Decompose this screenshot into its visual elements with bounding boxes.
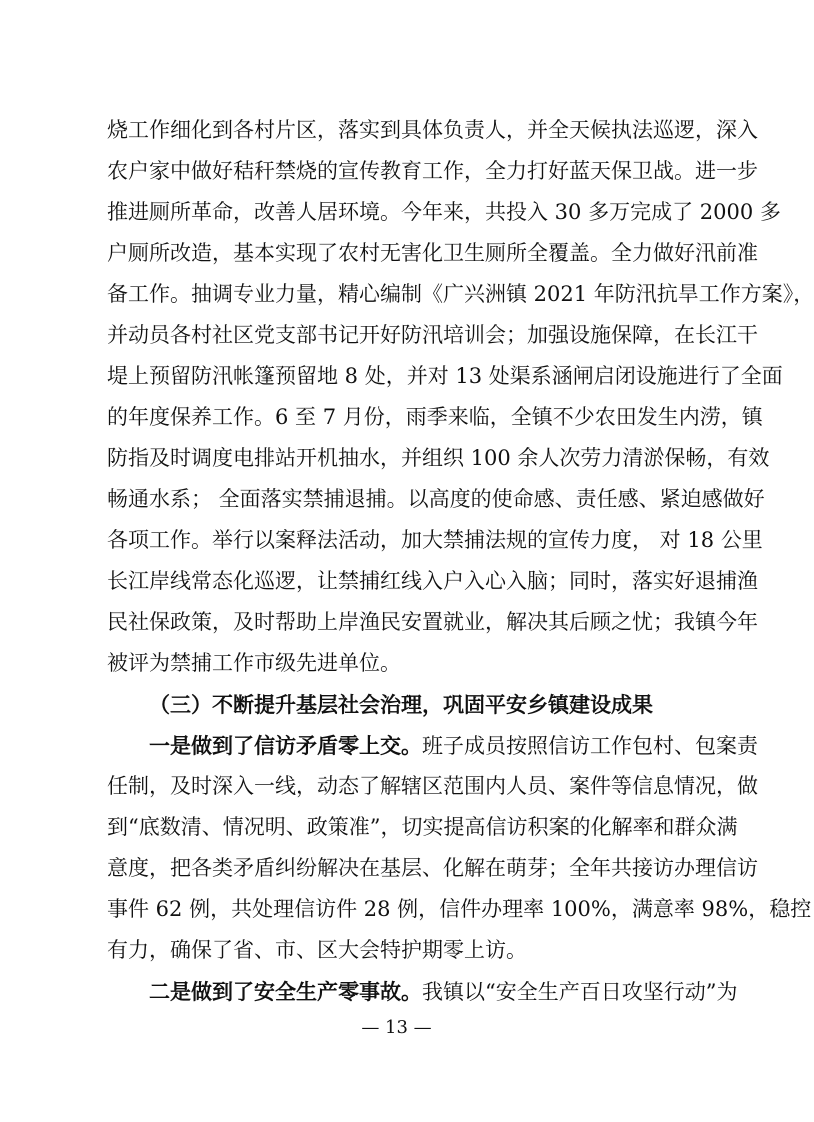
text-line: 堤上预留防汛帐篷预留地 8 处，并对 13 处渠系涵闸启闭设施进行了全面 <box>107 364 783 388</box>
text-line: 备工作。抽调专业力量，精心编制《广兴洲镇 2021 年防汛抗旱工作方案》， <box>107 282 814 306</box>
paragraph-continued <box>107 110 814 684</box>
paragraph-lead: 二是做到了安全生产零事故。 <box>149 979 422 1004</box>
text-line: 烧工作细化到各村片区，落实到具体负责人，并全天候执法巡逻，深入 <box>107 118 758 142</box>
paragraph-petition <box>107 725 812 971</box>
text-line: 民社保政策，及时帮助上岸渔民安置就业，解决其后顾之忧；我镇今年 <box>107 610 758 634</box>
section-heading: （三）不断提升基层社会治理，巩固平安乡镇建设成果 <box>149 692 653 717</box>
text-line: 有力，确保了省、市、区大会特护期零上访。 <box>107 938 527 962</box>
body-text <box>107 110 814 1012</box>
text-line: 防指及时调度电排站开机抽水，并组织 100 余人次劳力清淤保畅，有效 <box>107 446 770 470</box>
text-line <box>107 971 738 1012</box>
paragraph-text: 我镇以“安全生产百日攻坚行动”为 <box>422 980 738 1004</box>
page-number: — 13 — <box>361 1017 432 1038</box>
text-line <box>107 725 758 766</box>
text-line: 任制，及时深入一线，动态了解辖区范围内人员、案件等信息情况，做 <box>107 774 758 798</box>
text-line: 各项工作。举行以案释法活动，加大禁捕法规的宣传力度， 对 18 公里 <box>107 528 763 552</box>
text-line: 的年度保养工作。6 至 7 月份，雨季来临，全镇不少农田发生内涝，镇 <box>107 405 763 429</box>
text-line: 畅通水系； 全面落实禁捕退捕。以高度的使命感、责任感、紧迫感做好 <box>107 487 765 511</box>
text-line: 被评为禁捕工作市级先进单位。 <box>107 651 401 675</box>
paragraph-safety <box>107 971 738 1012</box>
text-line: 并动员各村社区党支部书记开好防汛培训会；加强设施保障，在长江干 <box>107 323 758 347</box>
text-line: 事件 62 例，共处理信访件 28 例，信件办理率 100%，满意率 98%，稳控 <box>107 897 812 921</box>
text-line: 长江岸线常态化巡逻，让禁捕红线入户入心入脑；同时，落实好退捕渔 <box>107 569 758 593</box>
text-line: 农户家中做好秸秆禁烧的宣传教育工作，全力打好蓝天保卫战。进一步 <box>107 159 758 183</box>
text-line: 到“底数清、情况明、政策准”，切实提高信访积案的化解率和群众满 <box>107 815 738 839</box>
text-line: 户厕所改造，基本实现了农村无害化卫生厕所全覆盖。全力做好汛前准 <box>107 241 758 265</box>
text-line: 意度，把各类矛盾纠纷解决在基层、化解在萌芽；全年共接访办理信访 <box>107 856 758 880</box>
text-line: 推进厕所革命，改善人居环境。今年来，共投入 30 多万完成了 2000 多 <box>107 200 781 224</box>
paragraph-text: 班子成员按照信访工作包村、包案责 <box>422 734 758 758</box>
paragraph-lead: 一是做到了信访矛盾零上交。 <box>149 733 422 758</box>
